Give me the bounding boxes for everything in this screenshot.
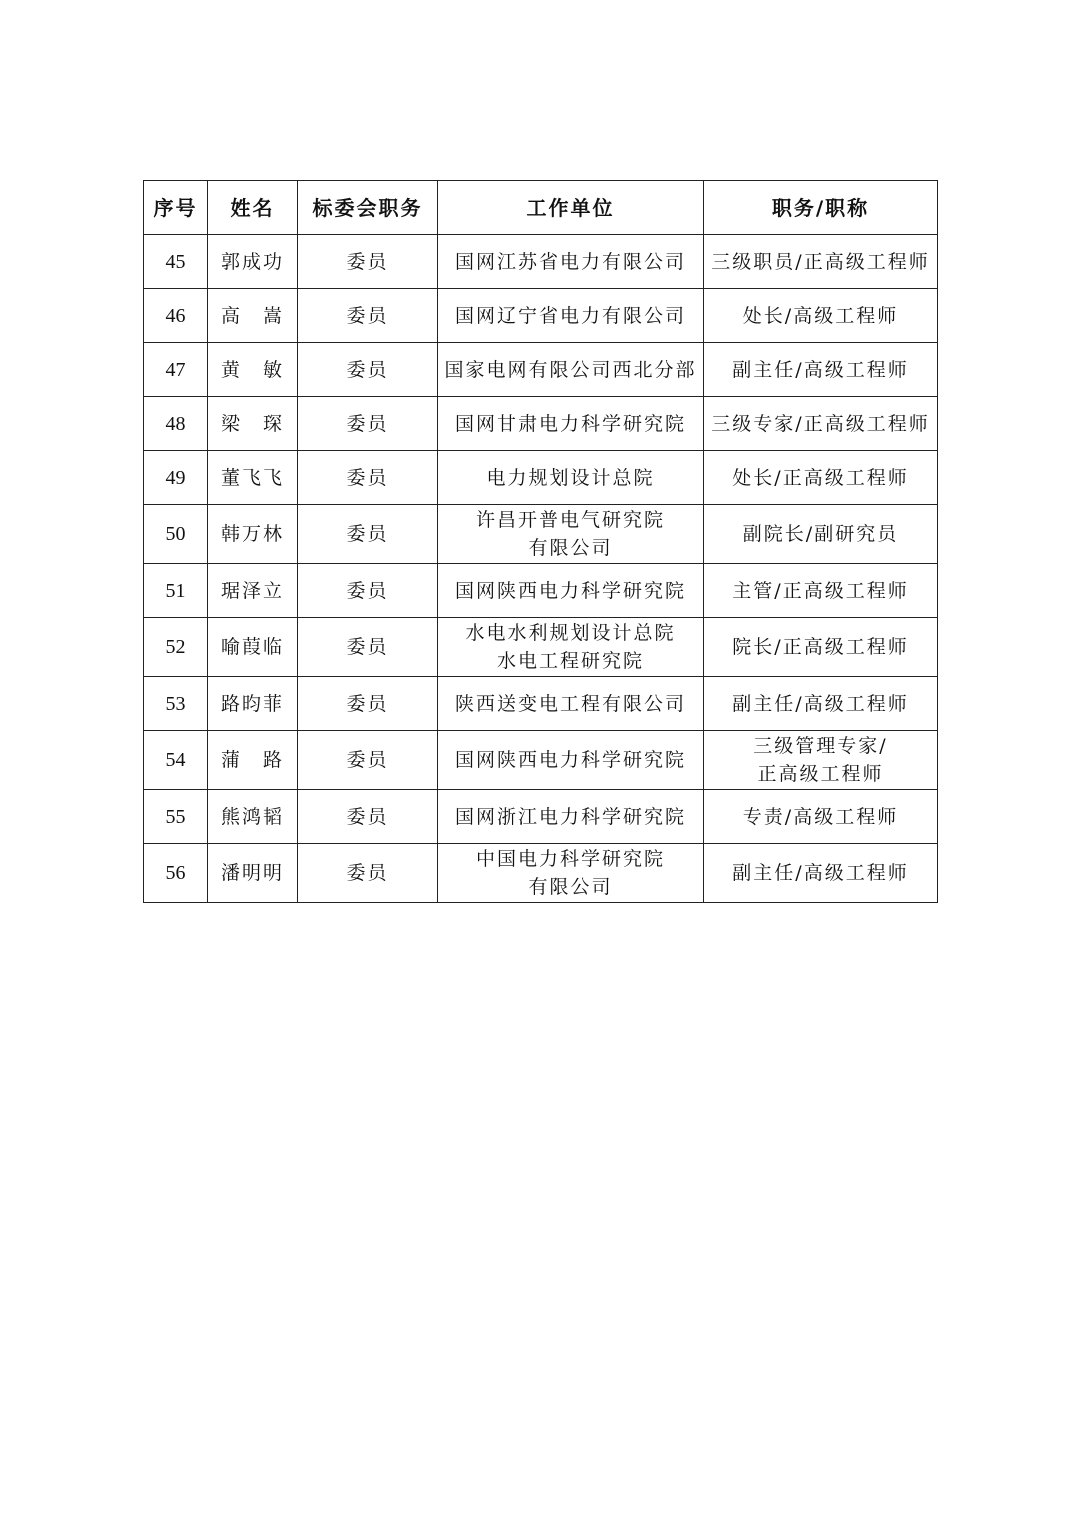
cell-name: 董飞飞 (208, 451, 298, 505)
cell-number: 51 (144, 564, 208, 618)
table-row (144, 844, 938, 903)
table-row (144, 289, 938, 343)
cell-work-unit: 国网浙江电力科学研究院 (438, 790, 704, 844)
cell-committee-role: 委员 (298, 677, 438, 731)
cell-number: 48 (144, 397, 208, 451)
cell-position-title: 三级管理专家/ 正高级工程师 (704, 731, 938, 790)
cell-committee-role: 委员 (298, 731, 438, 790)
committee-member-table (143, 180, 938, 903)
table-row (144, 505, 938, 564)
cell-work-unit: 国网陕西电力科学研究院 (438, 731, 704, 790)
cell-work-unit: 国网陕西电力科学研究院 (438, 564, 704, 618)
cell-number: 47 (144, 343, 208, 397)
cell-name: 郭成功 (208, 235, 298, 289)
cell-work-unit: 中国电力科学研究院 有限公司 (438, 844, 704, 903)
table-header-row (144, 181, 938, 235)
header-work-unit: 工作单位 (438, 181, 704, 235)
header-position-title: 职务/职称 (704, 181, 938, 235)
cell-position-title: 院长/正高级工程师 (704, 618, 938, 677)
cell-committee-role: 委员 (298, 397, 438, 451)
cell-name: 潘明明 (208, 844, 298, 903)
cell-name: 黄 敏 (208, 343, 298, 397)
table-row (144, 235, 938, 289)
cell-work-unit: 电力规划设计总院 (438, 451, 704, 505)
cell-work-unit: 许昌开普电气研究院 有限公司 (438, 505, 704, 564)
cell-name: 梁 琛 (208, 397, 298, 451)
cell-position-title: 专责/高级工程师 (704, 790, 938, 844)
cell-work-unit: 国网江苏省电力有限公司 (438, 235, 704, 289)
table-row (144, 451, 938, 505)
cell-number: 46 (144, 289, 208, 343)
cell-number: 56 (144, 844, 208, 903)
cell-position-title: 三级职员/正高级工程师 (704, 235, 938, 289)
table-row (144, 677, 938, 731)
cell-number: 50 (144, 505, 208, 564)
cell-name: 琚泽立 (208, 564, 298, 618)
cell-work-unit: 国网甘肃电力科学研究院 (438, 397, 704, 451)
cell-work-unit: 国家电网有限公司西北分部 (438, 343, 704, 397)
cell-name: 高 嵩 (208, 289, 298, 343)
header-committee-role: 标委会职务 (298, 181, 438, 235)
cell-committee-role: 委员 (298, 505, 438, 564)
cell-number: 45 (144, 235, 208, 289)
cell-number: 55 (144, 790, 208, 844)
table-row (144, 790, 938, 844)
cell-position-title: 副主任/高级工程师 (704, 677, 938, 731)
cell-committee-role: 委员 (298, 451, 438, 505)
cell-name: 路昀菲 (208, 677, 298, 731)
cell-committee-role: 委员 (298, 564, 438, 618)
cell-name: 熊鸿韬 (208, 790, 298, 844)
table-row (144, 343, 938, 397)
cell-number: 49 (144, 451, 208, 505)
cell-position-title: 副主任/高级工程师 (704, 343, 938, 397)
cell-committee-role: 委员 (298, 343, 438, 397)
cell-committee-role: 委员 (298, 235, 438, 289)
cell-position-title: 三级专家/正高级工程师 (704, 397, 938, 451)
table-row (144, 397, 938, 451)
cell-position-title: 主管/正高级工程师 (704, 564, 938, 618)
header-name: 姓名 (208, 181, 298, 235)
table-row (144, 564, 938, 618)
table-row (144, 618, 938, 677)
cell-number: 52 (144, 618, 208, 677)
cell-committee-role: 委员 (298, 844, 438, 903)
cell-number: 54 (144, 731, 208, 790)
cell-committee-role: 委员 (298, 618, 438, 677)
cell-committee-role: 委员 (298, 790, 438, 844)
cell-committee-role: 委员 (298, 289, 438, 343)
header-number: 序号 (144, 181, 208, 235)
cell-position-title: 处长/高级工程师 (704, 289, 938, 343)
cell-work-unit: 水电水利规划设计总院 水电工程研究院 (438, 618, 704, 677)
cell-work-unit: 陕西送变电工程有限公司 (438, 677, 704, 731)
cell-name: 喻葭临 (208, 618, 298, 677)
cell-work-unit: 国网辽宁省电力有限公司 (438, 289, 704, 343)
cell-position-title: 处长/正高级工程师 (704, 451, 938, 505)
cell-position-title: 副院长/副研究员 (704, 505, 938, 564)
table-row (144, 731, 938, 790)
cell-name: 韩万林 (208, 505, 298, 564)
cell-number: 53 (144, 677, 208, 731)
cell-position-title: 副主任/高级工程师 (704, 844, 938, 903)
cell-name: 蒲 路 (208, 731, 298, 790)
